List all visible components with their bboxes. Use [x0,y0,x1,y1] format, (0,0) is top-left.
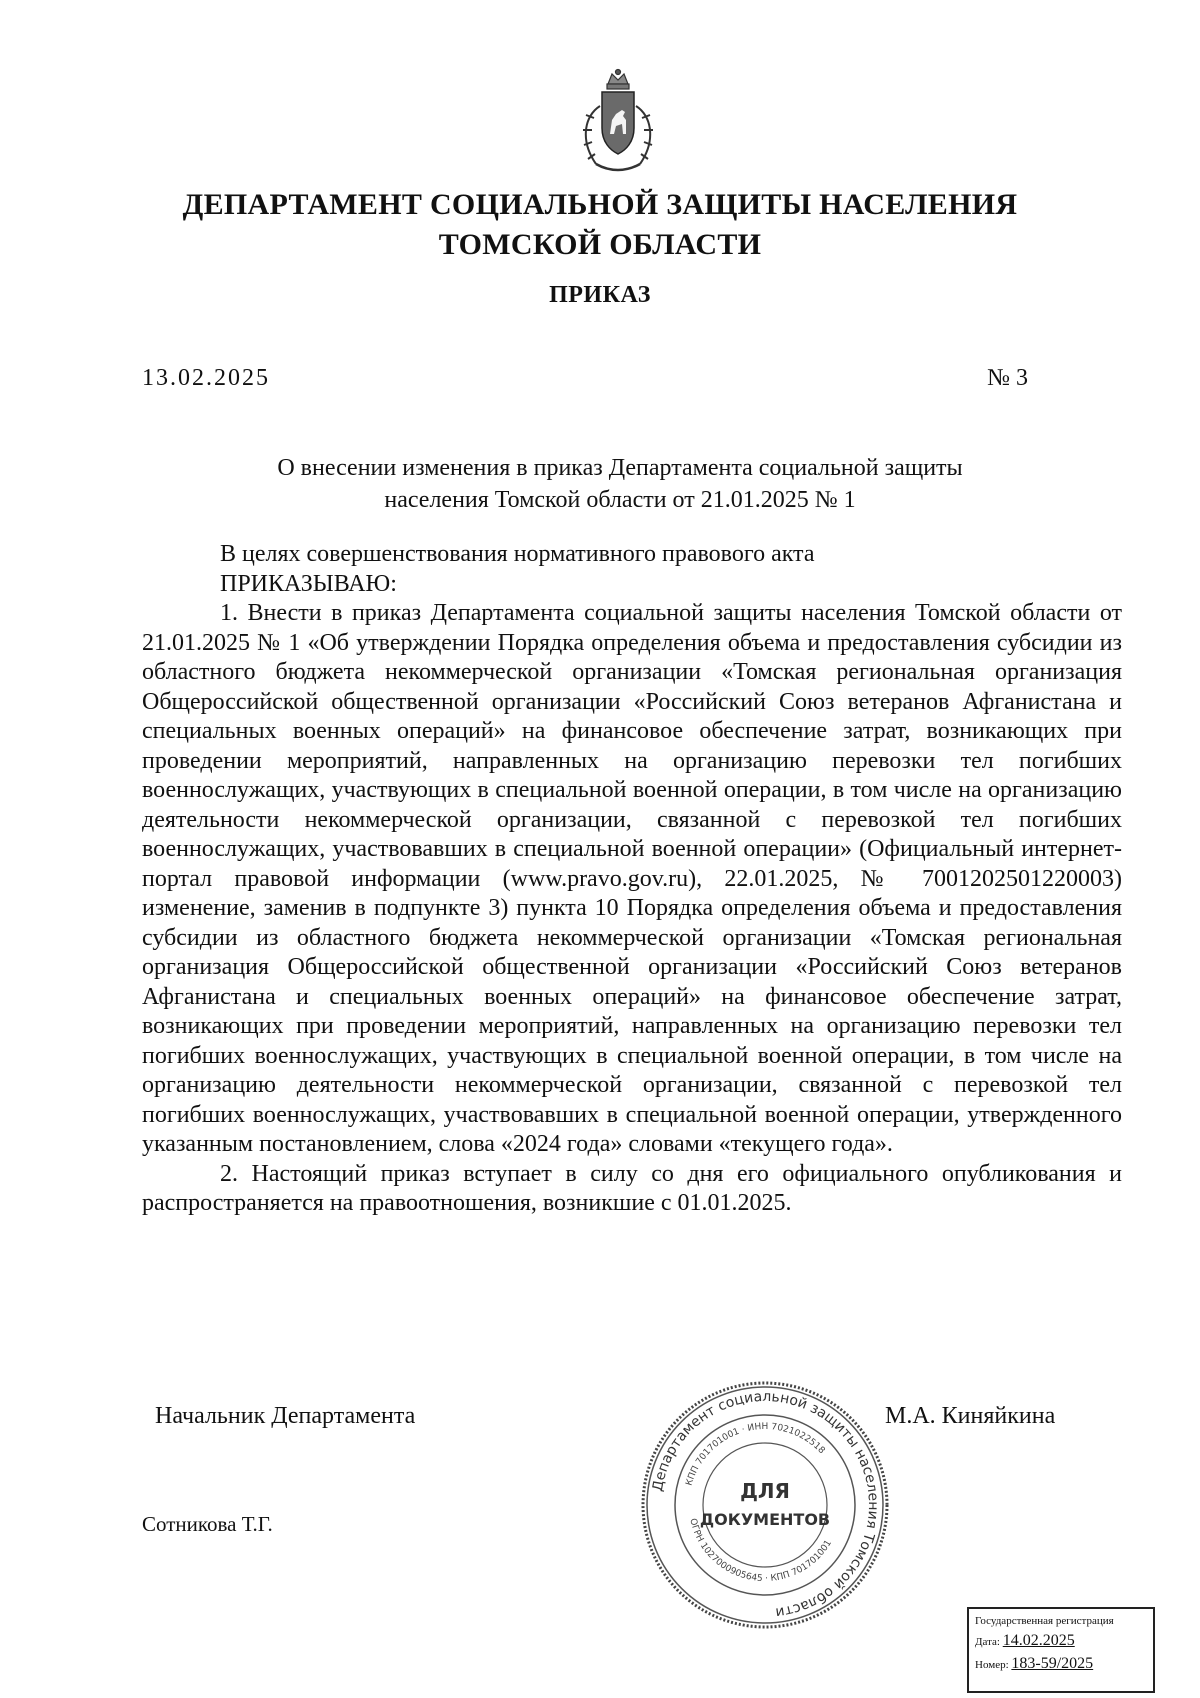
seal-inner-top-text: КПП 701701001 · ИНН 7021022518 [684,1421,827,1488]
executor-name: Сотникова Т.Г. [142,1512,273,1536]
order-date: 13.02.2025 [142,365,270,391]
seal-center-line1: ДЛЯ [740,1479,790,1503]
subject-line2: населения Томской области от 21.01.2025 № 1 [384,487,856,513]
document-type-title: ПРИКАЗ [549,282,651,308]
department-name-line1: ДЕПАРТАМЕНТ СОЦИАЛЬНОЙ ЗАЩИТЫ НАСЕЛЕНИЯ [182,188,1018,221]
order-body [142,540,1122,1219]
seal-center-line2: ДОКУМЕНТОВ [699,1510,831,1529]
order-subject [200,452,1040,516]
department-name-line2: ТОМСКОЙ ОБЛАСТИ [438,228,762,261]
registration-title: Государственная регистрация [975,1615,1114,1627]
registration-date-row [975,1630,1147,1653]
registration-number-value: 183-59/2025 [1011,1655,1094,1672]
subject-line1: О внесении изменения в приказ Департамента социальной защиты [277,455,963,481]
registration-number-row [975,1653,1147,1676]
item-2-paragraph: 2. Настоящий приказ вступает в силу со дня его официального опубликования и распространяется на правоотношения, возникшие с 01.01.2025. [142,1160,1122,1216]
order-word: ПРИКАЗЫВАЮ: [220,570,397,597]
official-seal [640,1380,890,1630]
tomsk-coat-of-arms-icon [570,66,666,178]
signatory-name: М.А. Киняйкина [885,1403,1056,1429]
item-1-paragraph: 1. Внести в приказ Департамента социальной защиты населения Томской области от 21.01.2025 № 1 «Об утверждении Порядка определения объема и предоставления субсидии из областного бюджета некоммерческой организации «Томская региональная организация Общероссийской общественной организации «Российский Союз ветеранов Афганистана и специальных военных операций» на финансовое обеспечение затрат, возникающих при проведении мероприятий, направленных на организацию перевозки тел погибших военнослужащих, участвующих в специальной военной операции, в том числе на организацию деятельности некоммерческой организации, связанной с перевозкой тел погибших военнослужащих, участвовавших в специальной военной операции» (Официальный интернет-портал правовой информации (www.pravo.gov.ru), 22.01.2025, № 7001202501220003) изменение, заменив в подпункте 3) пункта 10 Порядка определения объема и предоставления субсидии из областного бюджета некоммерческой организации «Томская региональная организация Общероссийской общественной организации «Российский Союз ветеранов Афганистана и специальных военных операций» на финансовое обеспечение затрат, возникающих при проведении мероприятий, направленных на организацию перевозки тел погибших военнослужащих, участвующих в специальной военной операции, в том числе на организацию деятельности некоммерческой организации, связанной с перевозкой тел погибших военнослужащих, участвовавших в специальной военной операции, утвержденного указанным постановлением, слова «2024 года» словами «текущего года». [142,600,1122,1157]
seal-outer-text: Департамент социальной защиты населения Томской области [649,1388,882,1621]
order-number: № 3 [987,365,1028,391]
preamble-paragraph: В целях совершенствования нормативного правового акта [220,541,815,567]
signatory-position: Начальник Департамента [155,1403,416,1429]
registration-date-label: Дата: [975,1636,1000,1648]
seal-inner-bottom-text: ОГРН 1027000905645 · КПП 701701001 [687,1517,834,1585]
registration-number-label: Номер: [975,1659,1009,1671]
registration-date-value: 14.02.2025 [1002,1632,1075,1649]
registration-stamp [967,1607,1155,1693]
